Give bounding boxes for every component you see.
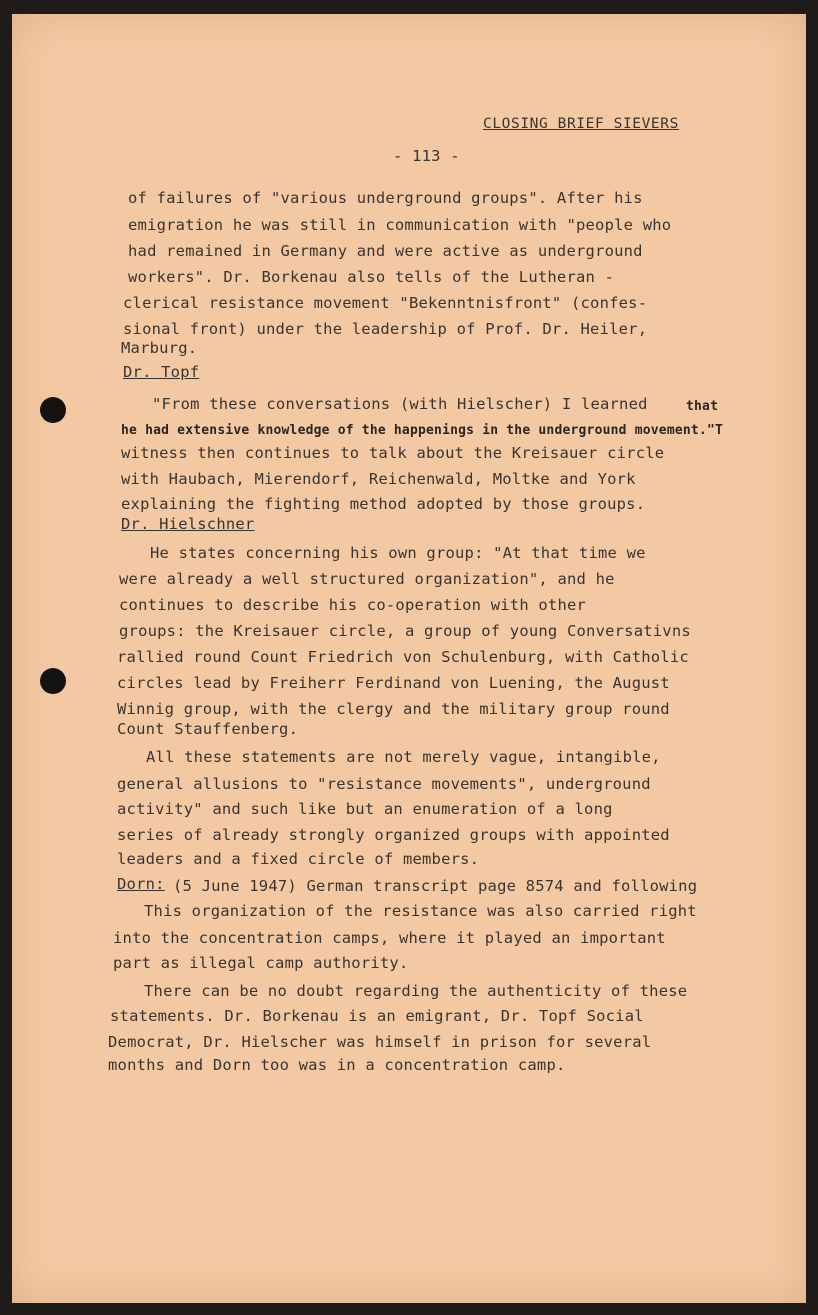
text-line: rallied round Count Friedrich von Schulenburg, with Catholic	[117, 648, 689, 666]
text-line: There can be no doubt regarding the authenticity of these	[144, 982, 688, 1000]
document-header: CLOSING BRIEF SIEVERS	[483, 116, 679, 132]
text-line: clerical resistance movement "Bekenntnisfront" (confes-	[123, 294, 648, 312]
text-line: circles lead by Freiherr Ferdinand von Luening, the August	[117, 674, 670, 692]
overtyped-text: he had extensive knowledge of the happenings in the underground movement."T	[121, 423, 723, 438]
text-line: leaders and a fixed circle of members.	[117, 850, 480, 868]
text-line: All these statements are not merely vague, intangible,	[146, 748, 661, 766]
text-line: continues to describe his co-operation with other	[119, 596, 587, 614]
overtyped-text: that	[686, 399, 719, 414]
text-line: groups: the Kreisauer circle, a group of young Conversativns	[119, 622, 691, 640]
punch-hole-bottom	[40, 668, 66, 694]
text-line: were already a well structured organization", and he	[119, 570, 615, 588]
text-line: into the concentration camps, where it played an important	[113, 929, 666, 947]
text-line: He states concerning his own group: "At that time we	[150, 544, 646, 562]
text-line: Winnig group, with the clergy and the military group round	[117, 700, 670, 718]
text-line: explaining the fighting method adopted by those groups.	[121, 495, 646, 513]
text-line: Count Stauffenberg.	[117, 720, 299, 738]
text-line: had remained in Germany and were active as underground	[128, 242, 643, 260]
text-line: with Haubach, Mierendorf, Reichenwald, Moltke and York	[121, 470, 636, 488]
text-line: months and Dorn too was in a concentration camp.	[108, 1056, 566, 1074]
punch-hole-top	[40, 397, 66, 423]
section-heading-hielschner: Dr. Hielschner	[121, 515, 255, 533]
text-line: workers". Dr. Borkenau also tells of the Lutheran -	[128, 268, 615, 286]
text-line: emigration he was still in communication with "people who	[128, 216, 672, 234]
text-line: sional front) under the leadership of Prof. Dr. Heiler,	[123, 320, 648, 338]
text-line: Marburg.	[121, 339, 198, 357]
text-line: "From these conversations (with Hielscher) I learned	[152, 395, 648, 413]
text-line: series of already strongly organized groups with appointed	[117, 826, 670, 844]
page-number: - 113 -	[393, 147, 460, 165]
section-heading-dorn: Dorn:	[117, 875, 165, 893]
text-line: (5 June 1947) German transcript page 8574 and following	[173, 877, 698, 895]
text-line: general allusions to "resistance movements", underground	[117, 775, 651, 793]
text-line: activity" and such like but an enumeration of a long	[117, 800, 613, 818]
text-line: Democrat, Dr. Hielscher was himself in prison for several	[108, 1033, 652, 1051]
text-line: witness then continues to talk about the Kreisauer circle	[121, 444, 665, 462]
text-line: This organization of the resistance was also carried right	[144, 902, 697, 920]
text-line: of failures of "various underground groups". After his	[128, 189, 643, 207]
text-line: statements. Dr. Borkenau is an emigrant, Dr. Topf Social	[110, 1007, 644, 1025]
section-heading-topf: Dr. Topf	[123, 363, 200, 381]
text-line: part as illegal camp authority.	[113, 954, 409, 972]
